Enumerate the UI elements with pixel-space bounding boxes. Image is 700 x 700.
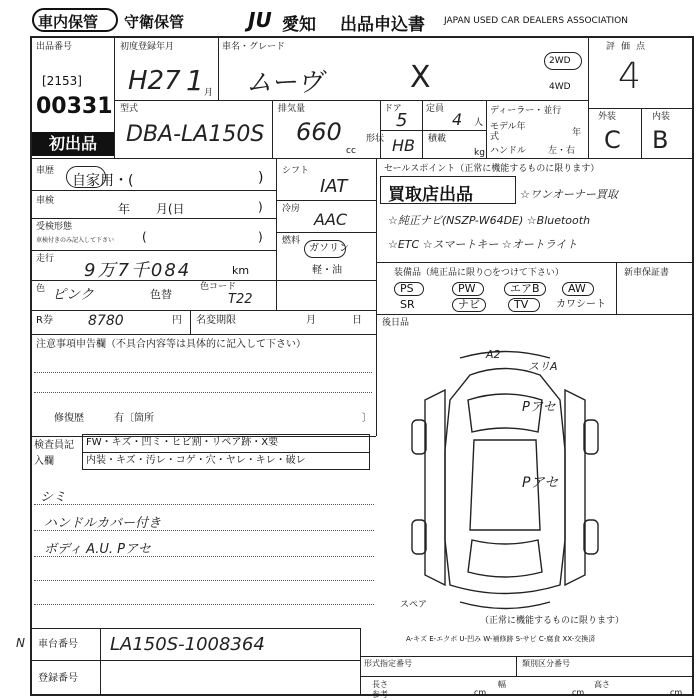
divider <box>380 100 381 158</box>
shift-value: IAT <box>320 176 348 197</box>
interior-grade: B <box>652 126 669 154</box>
divider <box>376 262 694 263</box>
doors-label: ドア <box>384 104 402 114</box>
remarks-line <box>34 530 374 531</box>
load-unit: kg <box>474 148 485 158</box>
divider <box>114 100 588 101</box>
divider <box>30 250 276 251</box>
receipt-sub: 車検付きのみ記入して下さい <box>36 237 115 244</box>
rating-label: 評価点 <box>606 42 652 52</box>
inspection-label: 車検 <box>36 196 55 206</box>
car-name-label: 車名・グレード <box>222 42 286 52</box>
handle-label: ハンドル <box>490 146 527 156</box>
exterior-label: 外装 <box>598 112 617 122</box>
divider <box>616 262 617 314</box>
divider <box>360 628 361 696</box>
divider <box>588 36 589 158</box>
mileage-value: 9万7千084 <box>84 260 192 281</box>
selling-line-1a: 買取店出品 <box>388 185 473 205</box>
remarks-line <box>34 604 374 605</box>
equip-tv: TV <box>514 298 529 311</box>
capacity-label: 定員 <box>426 104 445 114</box>
vehicle-type-value: 自家用・( <box>72 173 134 189</box>
ju-logo: JU <box>248 8 272 32</box>
equip-pw: PW <box>458 282 476 295</box>
first-listing-badge: 初出品 <box>32 132 114 156</box>
form-spec-label: 形式指定番号 <box>364 659 412 668</box>
car-grade: X <box>410 60 431 95</box>
divider <box>114 36 115 158</box>
divider <box>30 628 360 629</box>
mileage-unit: km <box>232 264 250 277</box>
divider <box>276 200 376 201</box>
divider <box>30 158 694 159</box>
handle-options: 左・右 <box>548 146 576 156</box>
repaint-label: 色替 <box>150 288 172 301</box>
chassis-value: LA150S-1008364 <box>110 634 265 655</box>
model-year-label: モデル年式 <box>490 122 526 142</box>
diagram-label-center: Pアセ <box>522 475 559 491</box>
diagram-label-front: Pアセ <box>522 400 556 415</box>
divider <box>272 100 273 158</box>
selling-line-1b: ☆ワンオーナー買取 <box>520 188 618 201</box>
inspector-ext-row: FW・キズ・凹ミ・ヒビ割・リペア跡・X要 <box>86 437 279 448</box>
rating-score: 4 <box>618 56 641 97</box>
divider <box>516 656 517 676</box>
capacity-value: 4 <box>452 110 463 129</box>
equip-ps: PS <box>400 282 414 295</box>
receipt-open: ( <box>142 230 147 244</box>
inspector-int-row: 内装・キズ・汚レ・コゲ・穴・ヤレ・キレ・破レ <box>86 455 306 466</box>
equip-power-seat: カワシート <box>556 299 606 310</box>
notes-line <box>34 392 372 393</box>
association-name: JAPAN USED CAR DEALERS ASSOCIATION <box>444 16 628 26</box>
diagram-label-suri: スリA <box>528 360 558 373</box>
repair-close: 〕 <box>362 413 372 424</box>
cooling-label: 冷房 <box>282 204 301 214</box>
divider <box>360 676 694 677</box>
displacement-value: 660 <box>296 118 342 146</box>
chassis-mark: N <box>16 636 25 650</box>
registration-month: 1 <box>186 64 204 97</box>
equip-navi: ナビ <box>458 298 480 311</box>
category-label: 類別区分番号 <box>522 659 570 668</box>
recycle-label: R券 <box>36 315 53 326</box>
diagram-label-spare: スペア <box>400 600 428 610</box>
divider <box>30 280 376 281</box>
divider <box>30 660 360 661</box>
shape-value: HB <box>392 136 416 155</box>
capacity-unit: 人 <box>474 118 484 128</box>
notes-label: 注意事項申告欄（不具合内容等は具体的に記入して下さい） <box>36 339 306 350</box>
repair-value: 有〔箇所 <box>114 413 154 424</box>
inspection-close: ) <box>258 200 263 214</box>
divider <box>218 36 219 100</box>
length-label: 長さ <box>372 680 388 689</box>
remark-line-1: シミ <box>40 490 67 505</box>
divider <box>486 100 487 158</box>
model-value: DBA-LA150S <box>126 122 265 147</box>
divider <box>30 218 276 219</box>
divider <box>30 310 376 311</box>
registration-era-year: H27 <box>128 66 181 96</box>
inspection-value: 年 月(日 <box>118 202 185 216</box>
expiry-month: 月 <box>306 315 316 326</box>
car-name: ムーヴ <box>246 68 323 98</box>
drive-4wd: 4WD <box>549 82 571 92</box>
lot-label: 出品番号 <box>36 42 73 52</box>
mileage-label: 走行 <box>36 254 55 264</box>
receipt-label: 受検形態 <box>36 222 73 232</box>
doors-value: 5 <box>396 110 408 131</box>
chassis-label: 車台番号 <box>38 639 78 650</box>
model-label: 型式 <box>120 104 139 114</box>
drive-2wd: 2WD <box>549 56 571 66</box>
damage-legend: A-キズ E-エクボ U-凹み W-補修跡 S-サビ C-腐食 XX-交換済 <box>406 635 596 643</box>
equip-sr: SR <box>400 298 415 311</box>
divider <box>82 452 370 453</box>
divider <box>276 232 376 233</box>
vehicle-type-close: ) <box>258 170 264 186</box>
divider <box>100 628 101 696</box>
registration-number-label: 登録番号 <box>38 673 78 684</box>
registration-month-suffix: 月 <box>204 88 214 98</box>
selling-line-3: ☆ETC ☆スマートキー ☆オートライト <box>388 238 578 251</box>
recycle-value: 8780 <box>88 313 124 329</box>
color-code-label: 色コード <box>200 282 237 292</box>
repair-label: 修復歴 <box>54 413 84 424</box>
height-label: 高さ <box>594 680 610 689</box>
storage-label: 車内保管 <box>38 13 99 31</box>
lot-number: 00331 <box>36 94 113 119</box>
dealer-label: ディーラー・並行 <box>490 106 562 116</box>
cooling-value: AAC <box>314 210 348 229</box>
inspector-label: 検査員記入欄 <box>34 440 74 467</box>
equip-aw: AW <box>568 282 586 295</box>
vehicle-type-label: 車歴 <box>36 166 55 176</box>
notes-line <box>34 372 372 373</box>
divider <box>422 100 423 158</box>
length-unit: cm <box>474 688 487 697</box>
divider <box>30 334 376 335</box>
storage-alt-label: 守衛保管 <box>124 13 185 31</box>
receipt-close: ) <box>258 230 263 244</box>
new-warranty-label: 新車保証書 <box>624 268 670 278</box>
equipment-label: 装備品（純正品に限り○をつけて下さい） <box>394 268 564 278</box>
shape-label: 形状 <box>366 134 385 144</box>
model-year-suffix: 年 <box>572 128 582 138</box>
diagram-label-a2: A2 <box>486 348 501 361</box>
displacement-unit: cc <box>346 146 356 156</box>
divider <box>641 108 642 158</box>
color-label: 色 <box>36 284 46 294</box>
logo-place: 愛知 <box>282 15 316 35</box>
remarks-line <box>34 504 374 505</box>
recycle-unit: 円 <box>172 315 182 326</box>
displacement-label: 排気量 <box>278 104 306 114</box>
divider <box>30 190 276 191</box>
diagram-caption: （正常に機能するものに限ります） <box>480 616 625 626</box>
selling-line-2: ☆純正ナビ(NSZP-W64DE) ☆Bluetooth <box>388 214 591 227</box>
divider <box>190 310 191 334</box>
fuel-label: 燃料 <box>282 236 301 246</box>
remarks-line <box>34 556 374 557</box>
lot-bracket-number: [2153] <box>42 74 82 88</box>
remark-line-2: ハンドルカバー付き <box>44 516 162 531</box>
color-code: T22 <box>228 292 253 307</box>
shift-label: シフト <box>282 166 310 176</box>
exterior-grade: C <box>604 126 621 154</box>
divider <box>276 158 277 310</box>
remarks-line <box>34 580 374 581</box>
divider <box>376 314 694 315</box>
fuel-alt: 軽・油 <box>312 265 342 276</box>
height-unit: cm <box>670 688 683 697</box>
equip-airbag: エアB <box>510 282 540 295</box>
load-label: 積載 <box>428 134 447 144</box>
width-label: 幅 <box>498 680 506 689</box>
later-label: 後日品 <box>382 318 410 328</box>
expiry-day: 日 <box>352 315 362 326</box>
divider <box>360 656 694 657</box>
expiry-label: 名変期限 <box>196 315 236 326</box>
width-unit: cm <box>572 688 585 697</box>
ref-label: 参考 <box>372 690 388 699</box>
form-title: 出品申込書 <box>340 15 425 35</box>
registration-label: 初度登録年月 <box>120 42 175 52</box>
remark-line-3: ボディ A.U. Pアセ <box>44 542 151 557</box>
selling-points-label: セールスポイント（正常に機能するものに限ります） <box>384 164 600 174</box>
interior-label: 内装 <box>652 112 671 122</box>
car-diagram <box>400 340 610 620</box>
fuel-value: ガソリン <box>309 243 349 254</box>
divider <box>376 158 377 436</box>
color-value: ピンク <box>52 287 94 303</box>
